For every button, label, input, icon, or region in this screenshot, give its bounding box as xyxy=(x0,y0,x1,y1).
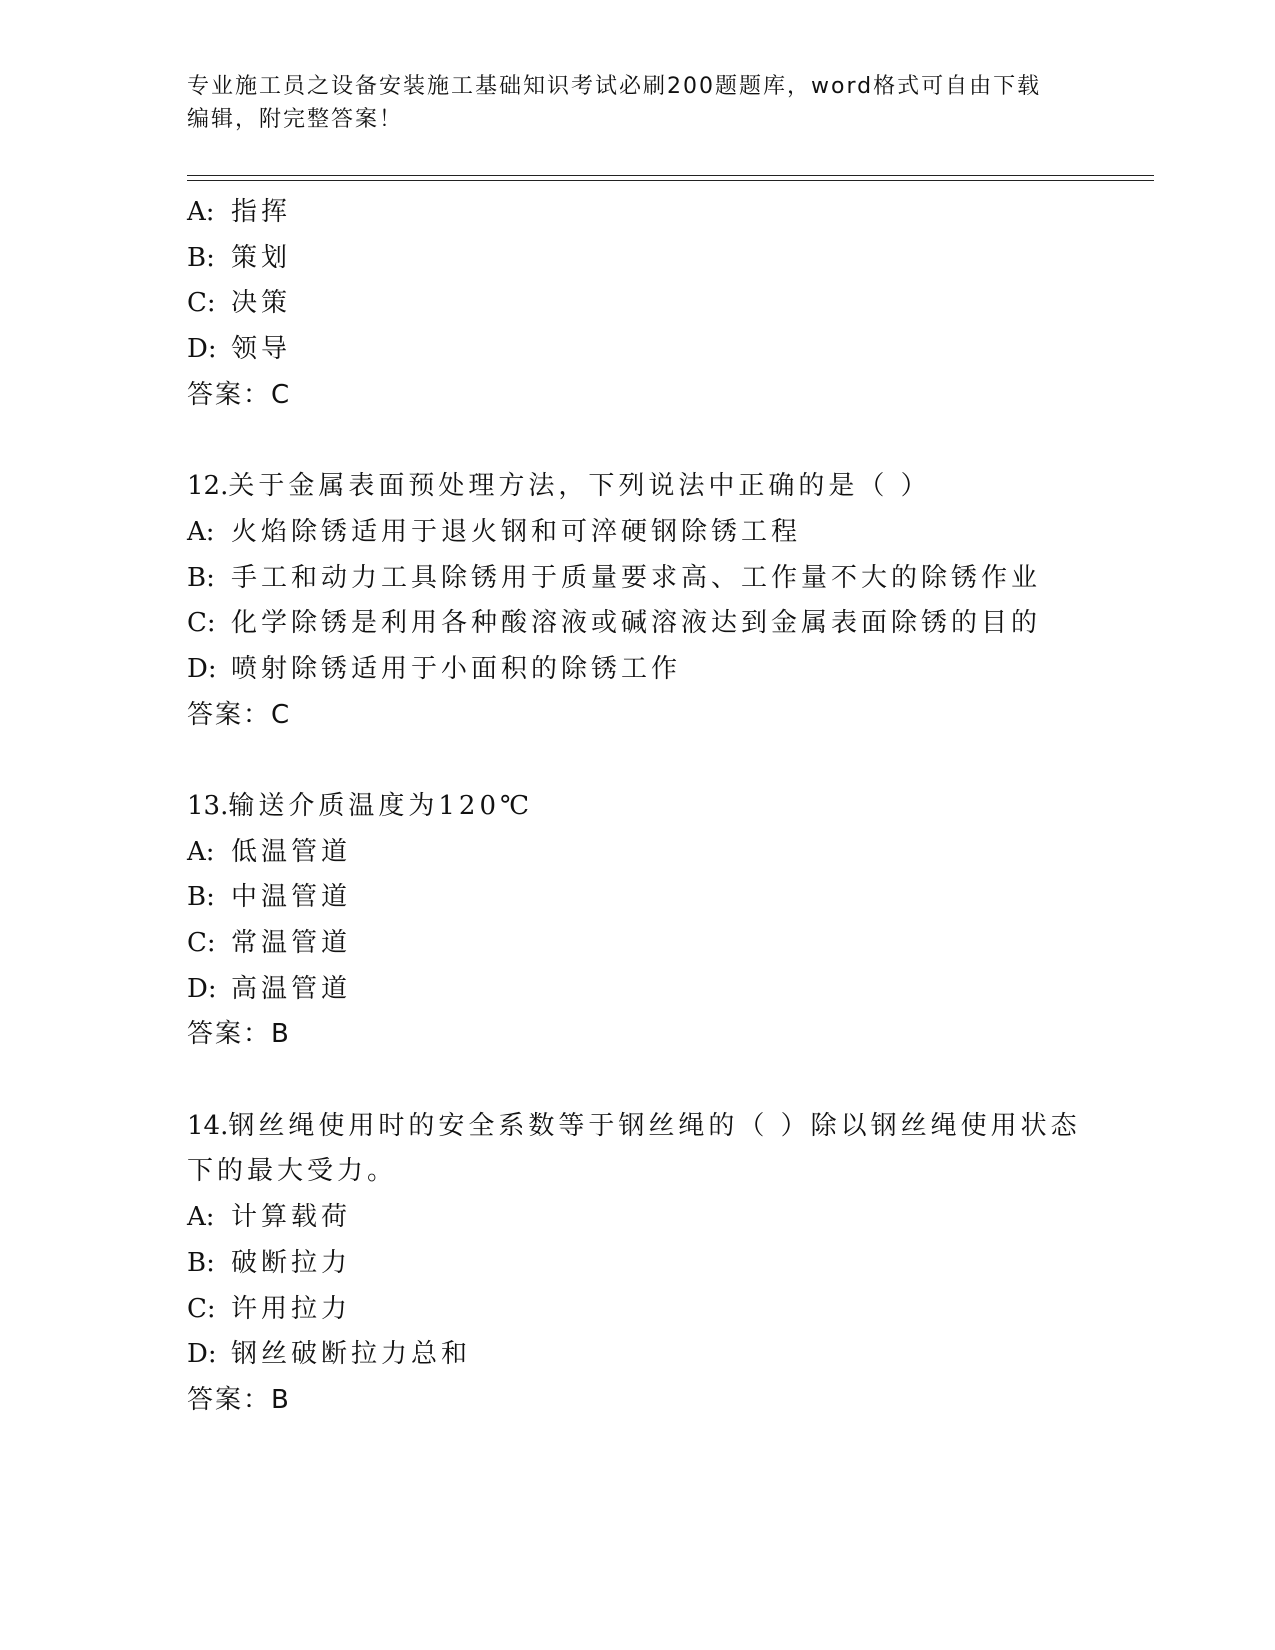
header-divider-bottom xyxy=(187,180,1154,181)
option-a xyxy=(187,510,1087,556)
option-text: 指挥 xyxy=(231,197,292,227)
header-line-2: 编辑，附完整答案！ xyxy=(187,107,404,132)
question-body: 关于金属表面预处理方法，下列说法中正确的是（ ） xyxy=(228,471,931,502)
option-d xyxy=(187,327,1087,373)
option-label: B: xyxy=(187,882,215,913)
question-text-continued: 下的最大受力。 xyxy=(187,1156,398,1187)
option-text: 手工和动力工具除锈用于质量要求高、工作量不大的除锈作业 xyxy=(231,562,1042,593)
option-text: 中温管道 xyxy=(231,882,352,913)
option-label: B: xyxy=(187,242,215,273)
option-d xyxy=(187,967,1087,1013)
option-text: 常温管道 xyxy=(231,928,352,958)
option-label: A: xyxy=(187,1202,215,1233)
option-label: C: xyxy=(187,608,216,639)
option-label: C: xyxy=(187,288,216,319)
option-d xyxy=(187,647,1087,693)
option-label: A: xyxy=(187,516,215,547)
option-label: D: xyxy=(187,653,217,684)
option-b xyxy=(187,236,1087,282)
option-c xyxy=(187,601,1087,647)
option-text: 破断拉力 xyxy=(231,1247,352,1278)
answer-line: 答案：B xyxy=(187,1019,291,1050)
option-a xyxy=(187,830,1087,876)
option-label: C: xyxy=(187,1293,216,1324)
spacer xyxy=(187,738,1087,784)
header-divider-top xyxy=(187,175,1154,176)
option-a xyxy=(187,190,1087,236)
option-text: 钢丝破断拉力总和 xyxy=(231,1339,472,1370)
option-text: 策划 xyxy=(231,242,292,273)
answer-line: 答案：C xyxy=(187,379,292,410)
option-text: 低温管道 xyxy=(231,836,352,867)
option-label: B: xyxy=(187,562,215,593)
option-label: D: xyxy=(187,334,217,365)
question-body: 钢丝绳使用时的安全系数等于钢丝绳的（ ）除以钢丝绳使用状态 xyxy=(228,1110,1081,1141)
option-text: 化学除锈是利用各种酸溶液或碱溶液达到金属表面除锈的目的 xyxy=(231,608,1042,639)
question-block xyxy=(187,464,1087,738)
question-list xyxy=(187,190,1087,1424)
option-text: 喷射除锈适用于小面积的除锈工作 xyxy=(231,653,682,684)
question-number: 13. xyxy=(187,790,229,821)
option-label: A: xyxy=(187,836,215,867)
question-number: 14. xyxy=(187,1110,229,1141)
question-text xyxy=(187,464,1087,510)
option-b xyxy=(187,875,1087,921)
option-c xyxy=(187,921,1087,967)
answer-line: 答案：C xyxy=(187,699,292,730)
option-b xyxy=(187,556,1087,602)
option-text: 决策 xyxy=(231,288,292,319)
option-b xyxy=(187,1241,1087,1287)
question-number: 12. xyxy=(187,471,229,502)
question-block xyxy=(187,1104,1087,1424)
question-block xyxy=(187,190,1087,418)
option-label: A: xyxy=(187,197,215,227)
option-label: D: xyxy=(187,973,217,1004)
option-a xyxy=(187,1195,1087,1241)
answer-line: 答案：B xyxy=(187,1384,291,1415)
header-line-1: 专业施工员之设备安装施工基础知识考试必刷200题题库，word格式可自由下载 xyxy=(187,74,1042,99)
option-c xyxy=(187,281,1087,327)
option-c xyxy=(187,1287,1087,1333)
question-text xyxy=(187,784,1087,830)
option-label: D: xyxy=(187,1339,217,1370)
option-label: C: xyxy=(187,928,216,958)
option-d xyxy=(187,1332,1087,1378)
spacer xyxy=(187,1058,1087,1104)
option-text: 计算载荷 xyxy=(231,1202,352,1233)
question-body: 输送介质温度为120℃ xyxy=(228,790,534,821)
question-block xyxy=(187,784,1087,1058)
option-text: 火焰除锈适用于退火钢和可淬硬钢除锈工程 xyxy=(231,516,802,547)
document-header xyxy=(187,70,1077,136)
option-label: B: xyxy=(187,1247,215,1278)
option-text: 高温管道 xyxy=(231,973,352,1004)
option-text: 许用拉力 xyxy=(231,1293,352,1324)
spacer xyxy=(187,418,1087,464)
question-text xyxy=(187,1104,1087,1150)
option-text: 领导 xyxy=(231,334,292,365)
